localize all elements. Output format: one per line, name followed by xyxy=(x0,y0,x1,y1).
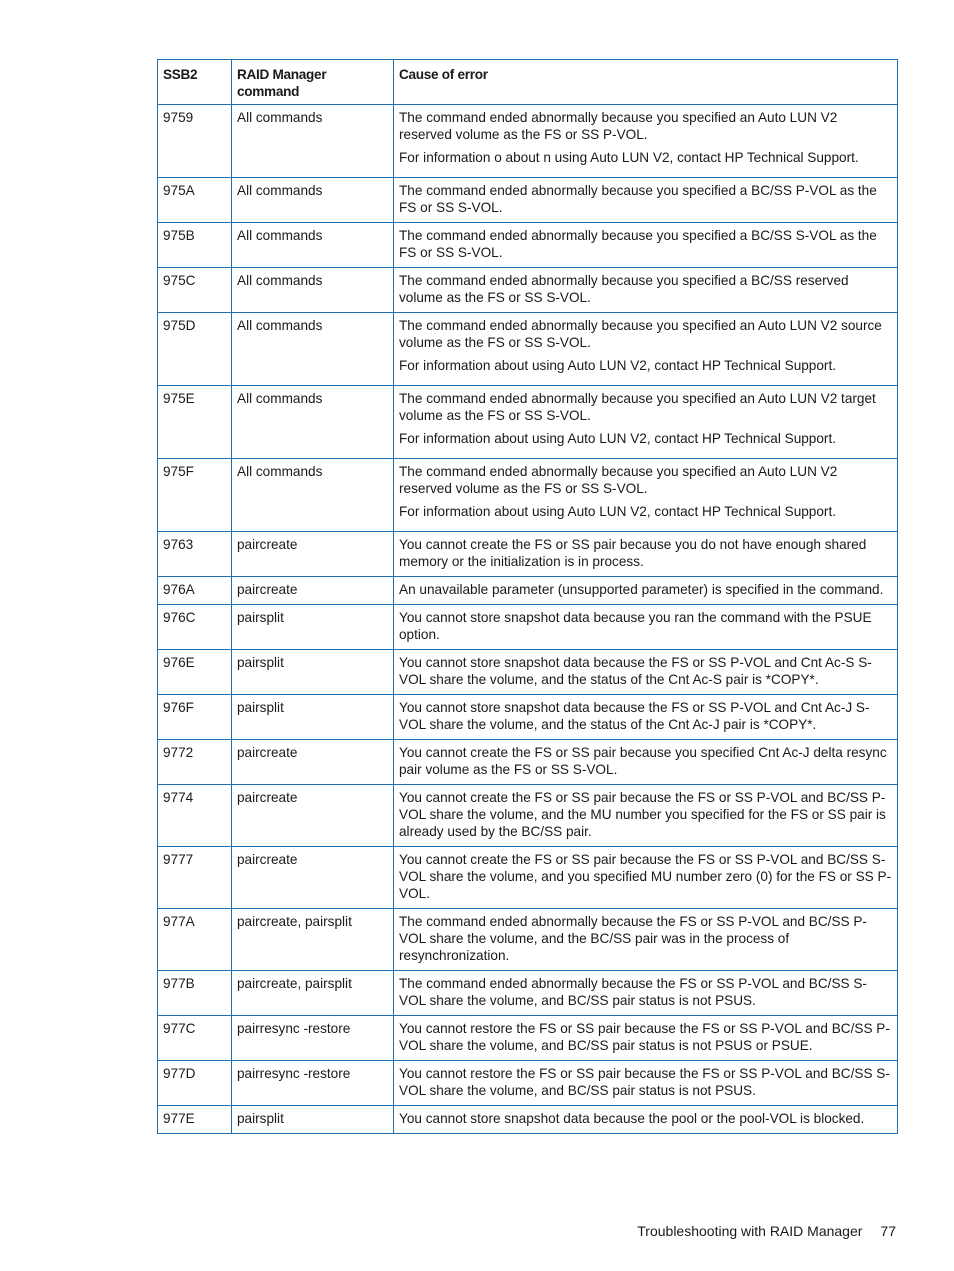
cause-cell xyxy=(394,605,898,650)
cause-cell xyxy=(394,386,898,459)
command-cell: pairsplit xyxy=(232,1106,394,1134)
table-row xyxy=(158,650,898,695)
header-raid-manager-command: RAID Manager command xyxy=(232,60,394,105)
table-row xyxy=(158,386,898,459)
cause-paragraph: You cannot store snapshot data because the pool or the pool-VOL is blocked. xyxy=(399,1111,865,1126)
table-row xyxy=(158,605,898,650)
table-header-row xyxy=(158,60,898,105)
cause-paragraph: You cannot restore the FS or SS pair because the FS or SS P-VOL and BC/SS S-VOL share the volume, and BC/SS pair status is not PSUS. xyxy=(399,1066,890,1098)
ssb2-cell: 9763 xyxy=(158,532,232,577)
cause-cell xyxy=(394,785,898,847)
ssb2-cell: 9774 xyxy=(158,785,232,847)
cause-cell xyxy=(394,1106,898,1134)
table-row xyxy=(158,695,898,740)
cause-paragraph: The command ended abnormally because you specified an Auto LUN V2 target volume as the FS or SS S-VOL. xyxy=(399,391,876,423)
table-row xyxy=(158,1061,898,1106)
ssb2-cell: 9759 xyxy=(158,105,232,178)
footer-section-title: Troubleshooting with RAID Manager xyxy=(637,1223,863,1239)
cause-cell xyxy=(394,577,898,605)
table-row xyxy=(158,1106,898,1134)
ssb2-cell: 977A xyxy=(158,909,232,971)
ssb2-cell: 976A xyxy=(158,577,232,605)
cause-cell xyxy=(394,268,898,313)
cause-paragraph: For information about using Auto LUN V2, contact HP Technical Support. xyxy=(399,504,837,519)
ssb2-cell: 975B xyxy=(158,223,232,268)
command-cell: pairsplit xyxy=(232,650,394,695)
error-code-table xyxy=(157,59,898,1134)
cause-cell xyxy=(394,909,898,971)
command-cell: paircreate xyxy=(232,532,394,577)
cause-cell xyxy=(394,695,898,740)
command-cell: All commands xyxy=(232,268,394,313)
cause-paragraph: The command ended abnormally because the FS or SS P-VOL and BC/SS P-VOL share the volume, and the BC/SS pair was in the process of resynchronization. xyxy=(399,914,867,963)
header-cause-of-error: Cause of error xyxy=(394,60,898,105)
ssb2-cell: 977D xyxy=(158,1061,232,1106)
table-row xyxy=(158,313,898,386)
cause-cell xyxy=(394,313,898,386)
header-ssb2: SSB2 xyxy=(158,60,232,105)
command-cell: All commands xyxy=(232,386,394,459)
ssb2-cell: 975E xyxy=(158,386,232,459)
cause-cell xyxy=(394,105,898,178)
cause-paragraph: The command ended abnormally because you specified an Auto LUN V2 source volume as the FS or SS S-VOL. xyxy=(399,318,882,350)
cause-paragraph: You cannot create the FS or SS pair because the FS or SS P-VOL and BC/SS S-VOL share the volume, and you specified MU number zero (0) for the FS or SS P-VOL. xyxy=(399,852,892,901)
cause-paragraph: You cannot store snapshot data because the FS or SS P-VOL and Cnt Ac-S S-VOL share the volume, and the status of the Cnt Ac-S pair is *COPY*. xyxy=(399,655,872,687)
ssb2-cell: 977B xyxy=(158,971,232,1016)
ssb2-cell: 976E xyxy=(158,650,232,695)
cause-paragraph: You cannot store snapshot data because the FS or SS P-VOL and Cnt Ac-J S-VOL share the volume, and the status of the Cnt Ac-J pair is *COPY*. xyxy=(399,700,870,732)
cause-paragraph: You cannot create the FS or SS pair because you specified Cnt Ac-J delta resync pair volume as the FS or SS S-VOL. xyxy=(399,745,887,777)
table-row xyxy=(158,532,898,577)
table-row xyxy=(158,909,898,971)
cause-cell xyxy=(394,1061,898,1106)
cause-paragraph: For information about using Auto LUN V2, contact HP Technical Support. xyxy=(399,431,837,446)
table-row xyxy=(158,178,898,223)
table-row xyxy=(158,785,898,847)
cause-paragraph: You cannot create the FS or SS pair because the FS or SS P-VOL and BC/SS P-VOL share the volume, and the MU number you specified for the FS or SS pair is already used by the BC/SS pair. xyxy=(399,790,886,839)
cause-paragraph: An unavailable parameter (unsupported parameter) is specified in the command. xyxy=(399,582,884,597)
cause-cell xyxy=(394,459,898,532)
command-cell: paircreate xyxy=(232,785,394,847)
cause-paragraph: The command ended abnormally because you specified a BC/SS P-VOL as the FS or SS S-VOL. xyxy=(399,183,877,215)
command-cell: paircreate xyxy=(232,740,394,785)
table-row xyxy=(158,1016,898,1061)
command-cell: All commands xyxy=(232,459,394,532)
command-cell: All commands xyxy=(232,178,394,223)
cause-paragraph: You cannot restore the FS or SS pair because the FS or SS P-VOL and BC/SS P-VOL share the volume, and BC/SS pair status is not PSUS or PSUE. xyxy=(399,1021,890,1053)
table-row xyxy=(158,459,898,532)
table-row xyxy=(158,740,898,785)
table-row xyxy=(158,223,898,268)
cause-cell xyxy=(394,223,898,268)
cause-cell xyxy=(394,650,898,695)
command-cell: pairresync -restore xyxy=(232,1016,394,1061)
cause-cell xyxy=(394,847,898,909)
ssb2-cell: 977E xyxy=(158,1106,232,1134)
cause-paragraph: The command ended abnormally because you specified an Auto LUN V2 reserved volume as the FS or SS P-VOL. xyxy=(399,110,838,142)
command-cell: All commands xyxy=(232,105,394,178)
table-row xyxy=(158,577,898,605)
ssb2-cell: 976F xyxy=(158,695,232,740)
table-row xyxy=(158,971,898,1016)
cause-paragraph: The command ended abnormally because you specified a BC/SS S-VOL as the FS or SS S-VOL. xyxy=(399,228,877,260)
table-row xyxy=(158,105,898,178)
ssb2-cell: 975F xyxy=(158,459,232,532)
cause-paragraph: You cannot create the FS or SS pair because you do not have enough shared memory or the initialization is in process. xyxy=(399,537,867,569)
command-cell: paircreate, pairsplit xyxy=(232,909,394,971)
ssb2-cell: 975D xyxy=(158,313,232,386)
ssb2-cell: 975C xyxy=(158,268,232,313)
cause-cell xyxy=(394,1016,898,1061)
table-body xyxy=(158,105,898,1134)
table-row xyxy=(158,847,898,909)
cause-cell xyxy=(394,178,898,223)
cause-paragraph: The command ended abnormally because you specified a BC/SS reserved volume as the FS or SS S-VOL. xyxy=(399,273,849,305)
ssb2-cell: 9772 xyxy=(158,740,232,785)
cause-paragraph: The command ended abnormally because you specified an Auto LUN V2 reserved volume as the FS or SS S-VOL. xyxy=(399,464,838,496)
command-cell: pairsplit xyxy=(232,695,394,740)
command-cell: All commands xyxy=(232,223,394,268)
command-cell: pairresync -restore xyxy=(232,1061,394,1106)
command-cell: All commands xyxy=(232,313,394,386)
cause-cell xyxy=(394,971,898,1016)
ssb2-cell: 976C xyxy=(158,605,232,650)
cause-cell xyxy=(394,532,898,577)
cause-paragraph: The command ended abnormally because the FS or SS P-VOL and BC/SS S-VOL share the volume, and BC/SS pair status is not PSUS. xyxy=(399,976,867,1008)
command-cell: paircreate, pairsplit xyxy=(232,971,394,1016)
command-cell: paircreate xyxy=(232,577,394,605)
command-cell: pairsplit xyxy=(232,605,394,650)
cause-cell xyxy=(394,740,898,785)
command-cell: paircreate xyxy=(232,847,394,909)
cause-paragraph: For information about using Auto LUN V2, contact HP Technical Support. xyxy=(399,358,837,373)
page-footer xyxy=(637,1223,896,1239)
ssb2-cell: 977C xyxy=(158,1016,232,1061)
cause-paragraph: You cannot store snapshot data because you ran the command with the PSUE option. xyxy=(399,610,872,642)
page-number: 77 xyxy=(880,1223,896,1239)
table-row xyxy=(158,268,898,313)
ssb2-cell: 975A xyxy=(158,178,232,223)
cause-paragraph: For information o about n using Auto LUN V2, contact HP Technical Support. xyxy=(399,150,859,165)
ssb2-cell: 9777 xyxy=(158,847,232,909)
